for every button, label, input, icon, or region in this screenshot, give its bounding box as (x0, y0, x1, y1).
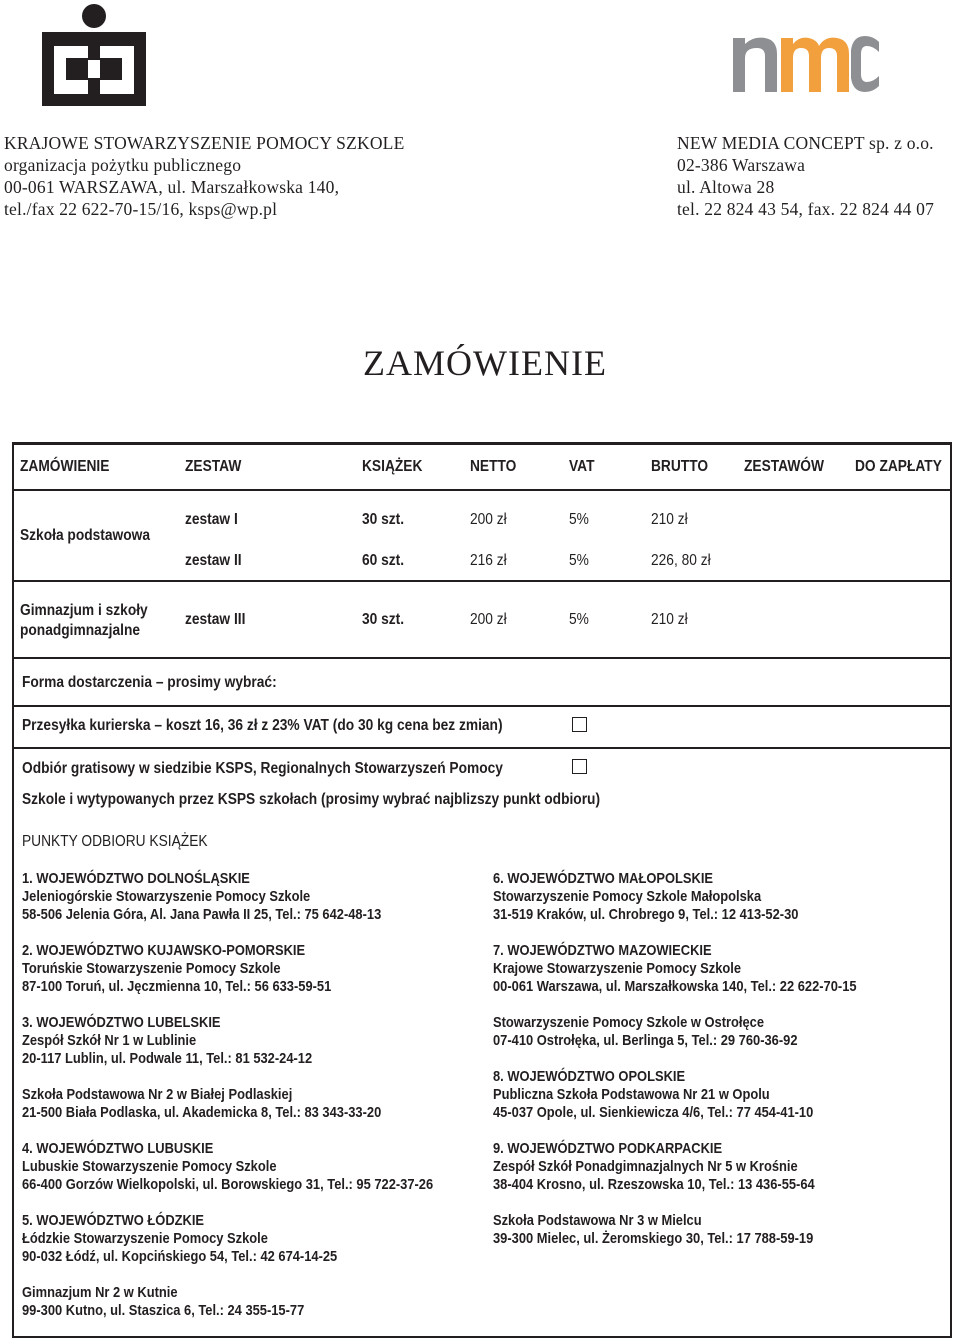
row-ksiazek: 60 szt. (362, 552, 405, 569)
table-divider (12, 705, 952, 707)
delivery-option-courier: Przesyłka kurierska – koszt 16, 36 zł z 23% VAT (do 30 kg cena bez zmian) (22, 717, 503, 734)
row-netto: 200 zł (470, 611, 507, 628)
row-vat: 5% (569, 552, 589, 569)
nmc-address-line: ul. Altowa 28 (677, 177, 775, 197)
col-header-brutto: BRUTTO (651, 458, 709, 475)
pickup-point: 8. WOJEWÓDZTWO OPOLSKIE Publiczna Szkoła Podstawowa Nr 21 w Opolu 45-037 Opole, ul. Sienkiewicza 4/6, Tel.: 77 454-41-10 (493, 1068, 814, 1121)
ksps-logo-icon (40, 4, 148, 106)
table-divider (12, 580, 952, 582)
pickup-point: 1. WOJEWÓDZTWO DOLNOŚLĄSKIE Jeleniogórskie Stowarzyszenie Pomocy Szkole 58-506 Jelenia Góra, Al. Jana Pawła II 25, Tel.: 75 642-48-13 (22, 870, 382, 923)
row-ksiazek: 30 szt. (362, 611, 405, 628)
col-header-zamowienie: ZAMÓWIENIE (20, 458, 110, 475)
row-brutto: 210 zł (651, 611, 688, 628)
pickup-point: 6. WOJEWÓDZTWO MAŁOPOLSKIE Stowarzyszenie Pomocy Szkole Małopolska 31-519 Kraków, ul. Chrobrego 9, Tel.: 12 413-52-30 (493, 870, 799, 923)
col-header-zestaw: ZESTAW (185, 458, 242, 475)
table-divider (12, 747, 952, 749)
pickup-point: 9. WOJEWÓDZTWO PODKARPACKIE Zespół Szkół Ponadgimnazjalnych Nr 5 w Krośnie 38-404 Krosno, ul. Rzeszowska 10, Tel.: 13 436-55-64 (493, 1140, 815, 1193)
nmc-address (677, 132, 934, 220)
table-divider (12, 657, 952, 659)
row-zestaw: zestaw I (185, 511, 238, 528)
pickup-point: Szkoła Podstawowa Nr 2 w Białej Podlaskiej 21-500 Biała Podlaska, ul. Akademicka 8, Tel.: 83 343-33-20 (22, 1086, 382, 1121)
delivery-option-pickup-note: Szkole i wytypowanych przez KSPS szkołach (prosimy wybrać najblizszy punkt odbioru) (22, 791, 601, 808)
row-netto: 216 zł (470, 552, 507, 569)
pickup-point: 2. WOJEWÓDZTWO KUJAWSKO-POMORSKIE Toruńskie Stowarzyszenie Pomocy Szkole 87-100 Toruń, ul. Jęczmienna 10, Tel.: 56 633-59-51 (22, 942, 332, 995)
ksps-address-line: organizacja pożytku publicznego (4, 155, 242, 175)
table-divider (12, 489, 952, 491)
pickup-point: 7. WOJEWÓDZTWO MAZOWIECKIE Krajowe Stowarzyszenie Pomocy Szkole 00-061 Warszawa, ul. Marszałkowska 140, Tel.: 22 622-70-15 (493, 942, 857, 995)
ksps-address-line: tel./fax 22 622-70-15/16, ksps@wp.pl (4, 199, 278, 219)
group-label-gimnazjum: Gimnazjum i szkoły (20, 602, 148, 619)
row-vat: 5% (569, 611, 589, 628)
row-ksiazek: 30 szt. (362, 511, 405, 528)
col-header-zestawow: ZESTAWÓW (744, 458, 825, 475)
col-header-vat: VAT (569, 458, 595, 475)
col-header-netto: NETTO (470, 458, 517, 475)
group-label-szkola-podstawowa: Szkoła podstawowa (20, 527, 150, 544)
pickup-heading: PUNKTY ODBIORU KSIĄŻEK (22, 833, 208, 850)
pickup-point: Stowarzyszenie Pomocy Szkole w Ostrołęce 07-410 Ostrołęka, ul. Berlinga 5, Tel.: 29 760-36-92 (493, 1014, 798, 1049)
ksps-address (4, 132, 404, 220)
nmc-address-line: 02-386 Warszawa (677, 155, 806, 175)
courier-checkbox[interactable] (572, 717, 587, 732)
delivery-heading: Forma dostarczenia – prosimy wybrać: (22, 674, 277, 691)
nmc-address-line: tel. 22 824 43 54, fax. 22 824 44 07 (677, 199, 935, 219)
pickup-point: 4. WOJEWÓDZTWO LUBUSKIE Lubuskie Stowarzyszenie Pomocy Szkole 66-400 Gorzów Wielkopolski, ul. Borowskiego 31, Tel.: 95 722-37-26 (22, 1140, 434, 1193)
row-netto: 200 zł (470, 511, 507, 528)
ksps-address-line: 00-061 WARSZAWA, ul. Marszałkowska 140, (4, 177, 340, 197)
pickup-point: 5. WOJEWÓDZTWO ŁÓDZKIE Łódzkie Stowarzyszenie Pomocy Szkole 90-032 Łódź, ul. Kopcińskiego 54, Tel.: 42 674-14-25 (22, 1212, 338, 1265)
pickup-point: Gimnazjum Nr 2 w Kutnie 99-300 Kutno, ul. Staszica 6, Tel.: 24 355-15-77 (22, 1284, 305, 1319)
delivery-option-pickup: Odbiór gratisowy w siedzibie KSPS, Regionalnych Stowarzyszeń Pomocy (22, 760, 503, 777)
row-vat: 5% (569, 511, 589, 528)
nmc-logo-icon (733, 30, 879, 100)
pickup-point: Szkoła Podstawowa Nr 3 w Mielcu 39-300 Mielec, ul. Żeromskiego 30, Tel.: 17 788-59-19 (493, 1212, 814, 1247)
nmc-address-line: NEW MEDIA CONCEPT sp. z o.o. (677, 133, 934, 153)
row-brutto: 226, 80 zł (651, 552, 711, 569)
row-zestaw: zestaw II (185, 552, 242, 569)
col-header-ksiazek: KSIĄŻEK (362, 458, 423, 475)
page-title: ZAMÓWIENIE (363, 343, 607, 383)
ksps-address-line: KRAJOWE STOWARZYSZENIE POMOCY SZKOLE (4, 133, 405, 153)
pickup-point: 3. WOJEWÓDZTWO LUBELSKIE Zespół Szkół Nr 1 w Lublinie 20-117 Lublin, ul. Podwale 11, Tel.: 81 532-24-12 (22, 1014, 313, 1067)
group-label-gimnazjum: ponadgimnazjalne (20, 622, 141, 639)
row-brutto: 210 zł (651, 511, 688, 528)
pickup-checkbox[interactable] (572, 759, 587, 774)
col-header-do-zaplaty: DO ZAPŁATY (855, 458, 942, 475)
row-zestaw: zestaw III (185, 611, 246, 628)
